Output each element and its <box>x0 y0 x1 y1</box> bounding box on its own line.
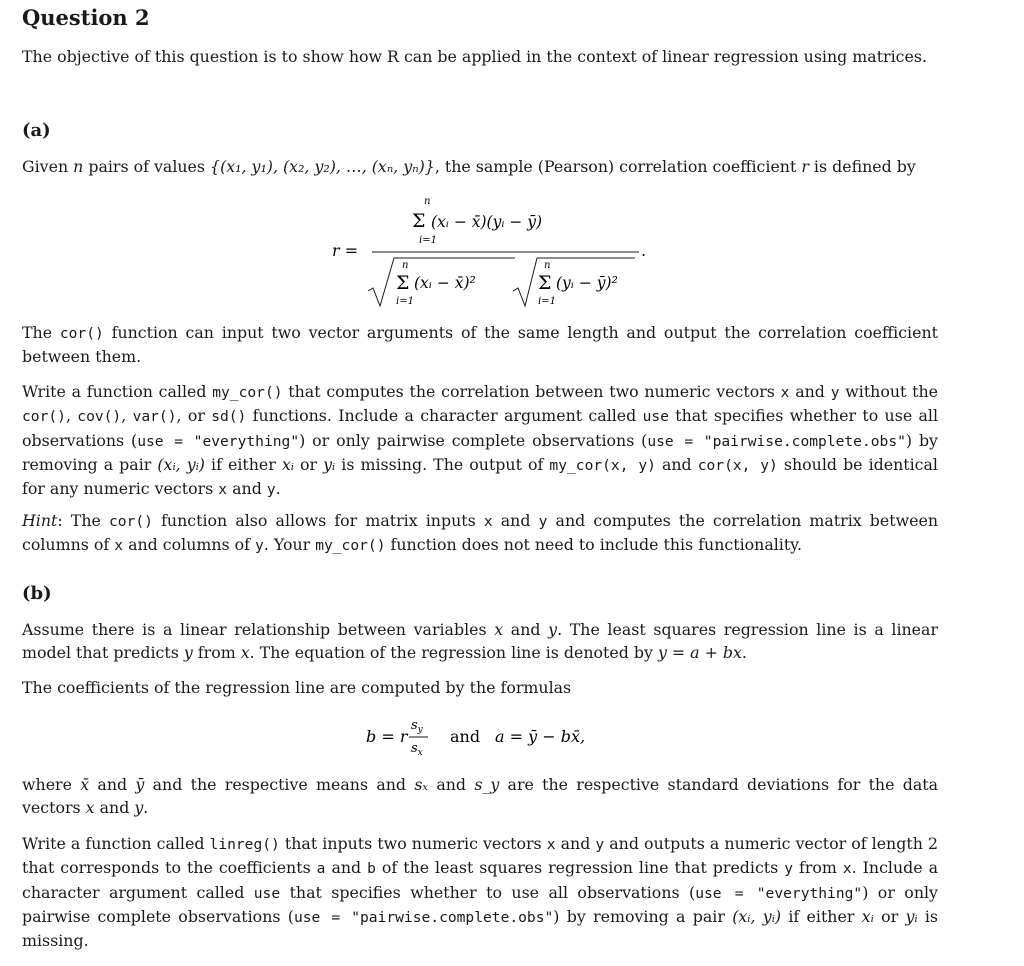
sx-den: $s_x$ <box>411 741 423 758</box>
sy-num: $s_y$ <box>411 718 423 735</box>
pearson-formula <box>22 196 938 316</box>
den2-sigma: Σ <box>538 272 552 294</box>
den2-sum-upper: n <box>544 260 551 271</box>
numerator-sum-upper: n <box>424 196 431 207</box>
den1-sum-upper: n <box>402 260 409 271</box>
formula-lhs: r = <box>332 241 359 260</box>
cor-description-paragraph: The cor() function can input two vector arguments of the same length and output the correlation coefficient between them. <box>22 323 938 367</box>
linreg-task-paragraph: Write a function called linreg() that inputs two numeric vectors x and y and outputs a numeric vector of length 2 that corresponds to the coefficients a and b of the least squares regression line that predicts y from x. Include a character argument called use that specifies whether to use all observations (use = "everything") or only pairwise complete observations (use = "pairwise.complete.obs") by removing a pair (xᵢ, yᵢ) if either xᵢ or yᵢ is missing. <box>22 834 939 951</box>
numerator-term: (xᵢ − x̄)(yᵢ − ȳ) <box>431 213 543 231</box>
den1-term: (xᵢ − x̄)² <box>414 274 476 292</box>
a-equation: a = ȳ − bx̄, <box>495 727 586 746</box>
part-b-intro-paragraph: Assume there is a linear relationship between variables x and y. The least squares regression line is a linear model that predicts y from x. The equation of the regression line is denoted by y = a + bx. <box>22 620 938 663</box>
den2-sum-lower: i=1 <box>538 296 556 307</box>
formula-period: . <box>641 241 647 260</box>
part-a-heading: (a) <box>22 120 51 141</box>
den1-sum-lower: i=1 <box>396 296 414 307</box>
den1-sigma: Σ <box>396 272 410 294</box>
den2-term: (yᵢ − ȳ)² <box>556 274 618 292</box>
coefficients-intro-paragraph: The coefficients of the regression line are computed by the formulas <box>22 678 572 697</box>
numerator-sum-lower: i=1 <box>419 235 437 246</box>
part-a-definition-paragraph: Given n pairs of values {(x₁, y₁), (x₂, y₂), …, (xₙ, yₙ)}, the sample (Pearson) correlation coefficient r is defined by <box>22 157 916 176</box>
b-lhs: b = r <box>366 727 408 746</box>
part-b-heading: (b) <box>22 583 52 604</box>
regression-formula <box>22 712 938 762</box>
my-cor-task-paragraph: Write a function called my_cor() that computes the correlation between two numeric vectors x and y without the cor(), cov(), var(), or sd() functions. Include a character argument called use that specifies whether to use all observations (use = "everything") or only pairwise complete observations (use = "pairwise.complete.obs") by removing a pair (xᵢ, yᵢ) if either xᵢ or yᵢ is missing. The output of my_cor(x, y) and cor(x, y) should be identical for any numeric vectors x and y. <box>22 382 939 499</box>
means-sd-paragraph: where x̄ and ȳ and the respective means and sₓ and s_y are the respective standard deviations for the data vectors x and y. <box>22 775 939 818</box>
hint-paragraph: Hint: The cor() function also allows for matrix inputs x and y and computes the correlation matrix between columns of x and columns of y. Your my_cor() function does not need to include this functionality. <box>22 511 938 555</box>
code-cor: cor() <box>59 325 104 342</box>
and-word: and <box>450 727 481 746</box>
numerator-sigma: Σ <box>412 210 426 232</box>
intro-paragraph: The objective of this question is to show how R can be applied in the context of linear regression using matrices. <box>22 47 927 66</box>
question-title: Question 2 <box>22 5 150 30</box>
